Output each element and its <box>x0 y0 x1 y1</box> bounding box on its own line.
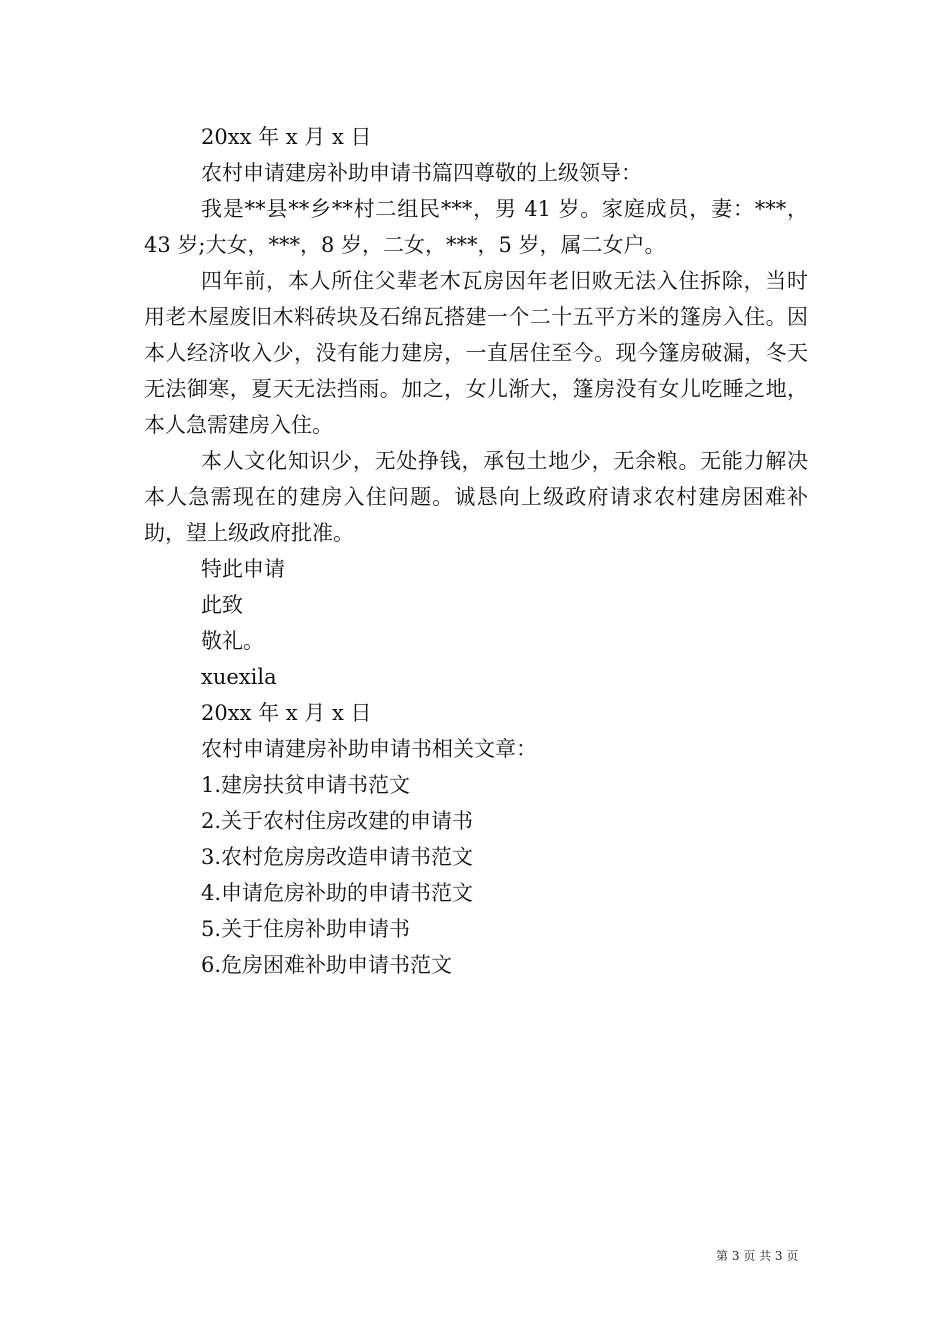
paragraph-housing-situation: 四年前，本人所住父辈老木瓦房因年老旧败无法入住拆除，当时用老木屋废旧木料砖块及石绵瓦搭建一个二十五平方米的篷房入住。因本人经济收入少，没有能力建房，一直居住至今。现今篷房破漏，冬天无法御寒，夏天无法挡雨。加之，女儿渐大，篷房没有女儿吃睡之地，本人急需建房入住。 <box>144 269 808 437</box>
related-article-link[interactable]: 5.关于住房补助申请书 <box>201 917 411 941</box>
letter-heading: 农村申请建房补助申请书篇四尊敬的上级领导： <box>201 161 642 185</box>
document-body <box>144 119 808 983</box>
related-article-link[interactable]: 6.危房困难补助申请书范文 <box>201 953 453 977</box>
related-article-link[interactable]: 1.建房扶贫申请书范文 <box>201 773 411 797</box>
closing-salutation: 此致 <box>201 593 243 617</box>
related-articles-heading: 农村申请建房补助申请书相关文章： <box>201 737 537 761</box>
signature: xuexila <box>201 665 277 689</box>
paragraph-family-info: 我是**县**乡**村二组民***，男 41 岁。家庭成员，妻：***，43 岁;大女，***，8 岁，二女，***，5 岁，属二女户。 <box>144 197 808 257</box>
related-article-link[interactable]: 3.农村危房房改造申请书范文 <box>201 845 474 869</box>
paragraph-request: 本人文化知识少，无处挣钱，承包土地少，无余粮。无能力解决本人急需现在的建房入住问题。诚恳向上级政府请求农村建房困难补助，望上级政府批准。 <box>144 449 808 545</box>
related-article-link[interactable]: 2.关于农村住房改建的申请书 <box>201 809 474 833</box>
date-line: 20xx 年 x 月 x 日 <box>201 125 372 149</box>
related-article-link[interactable]: 4.申请危房补助的申请书范文 <box>201 881 474 905</box>
closing-application: 特此申请 <box>201 557 285 581</box>
page-number-footer: 第 3 页 共 3 页 <box>716 1249 799 1263</box>
date-line-2: 20xx 年 x 月 x 日 <box>201 701 372 725</box>
closing-regards: 敬礼。 <box>201 629 264 653</box>
